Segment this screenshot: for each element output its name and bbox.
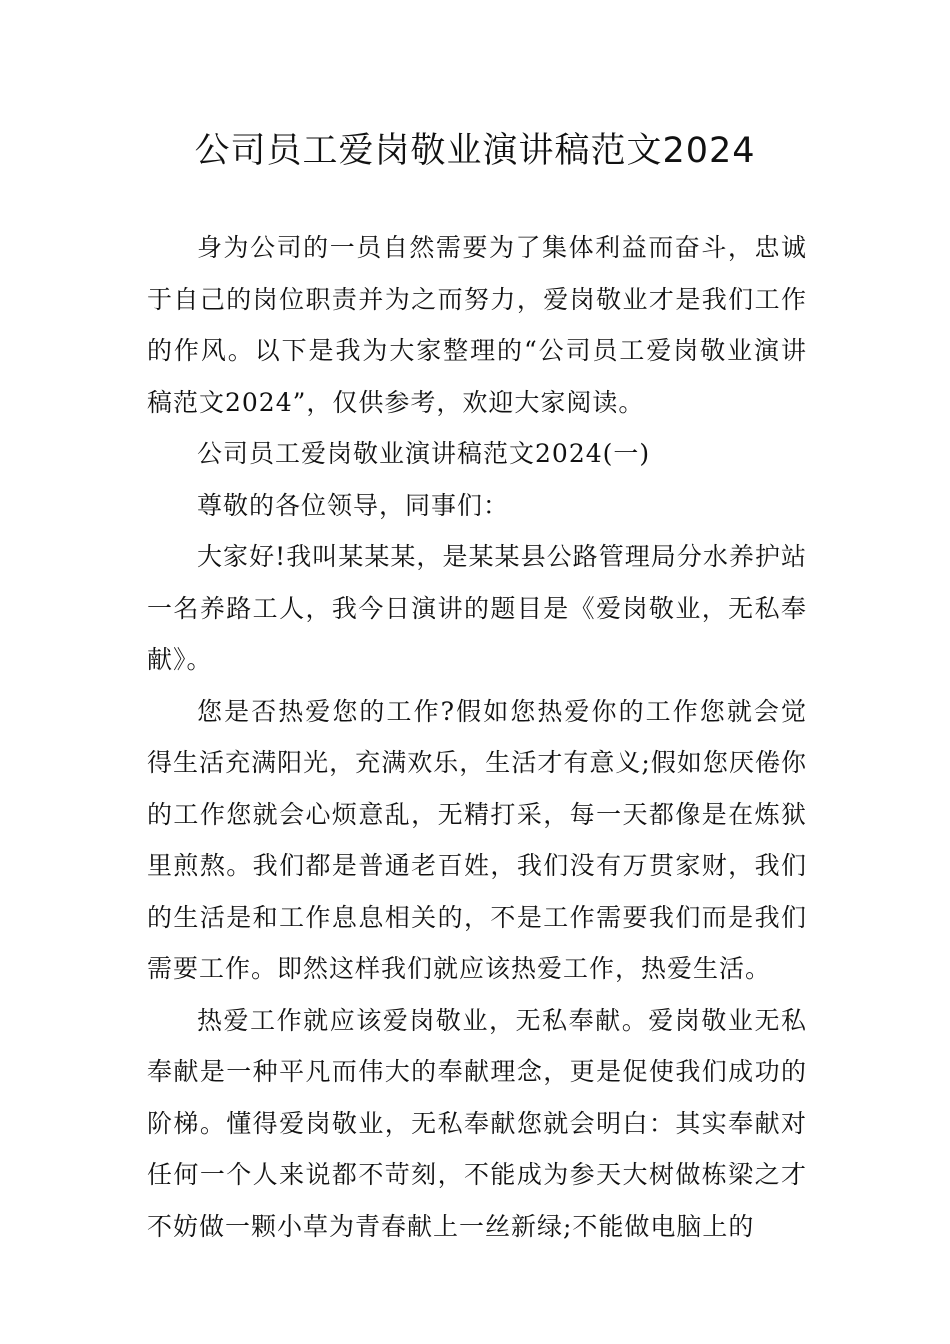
paragraph-intro: 身为公司的一员自然需要为了集体利益而奋斗，忠诚于自己的岗位职责并为之而努力，爱岗敬业才是我们工作的作风。以下是我为大家整理的“公司员工爱岗敬业演讲稿范文2024”，仅供参考，欢迎大家阅读。 (147, 233, 807, 417)
paragraph-love-work: 您是否热爱您的工作?假如您热爱你的工作您就会觉得生活充满阳光，充满欢乐，生活才有意义;假如您厌倦你的工作您就会心烦意乱，无精打采，每一天都像是在炼狱里煎熬。我们都是普通老百姓，我们没有万贯家财，我们的生活是和工作息息相关的，不是工作需要我们而是我们需要工作。即然这样我们就应该热爱工作，热爱生活。 (147, 696, 807, 983)
paragraph-section-heading: 公司员工爱岗敬业演讲稿范文2024(一) (197, 439, 651, 468)
paragraph-salutation: 尊敬的各位领导，同事们： (197, 490, 510, 520)
document-body (147, 222, 807, 1252)
paragraph-dedication: 热爱工作就应该爱岗敬业，无私奉献。爱岗敬业无私奉献是一种平凡而伟大的奉献理念，更是促使我们成功的阶梯。懂得爱岗敬业，无私奉献您就会明白：其实奉献对任何一个人来说都不苛刻，不能成为参天大树做栋梁之才不妨做一颗小草为青春献上一丝新绿;不能做电脑上的 (147, 1005, 807, 1241)
document-title: 公司员工爱岗敬业演讲稿范文2024 (194, 131, 756, 171)
paragraph-greeting: 大家好!我叫某某某，是某某县公路管理局分水养护站一名养路工人，我今日演讲的题目是《爱岗敬业，无私奉献》。 (147, 542, 807, 674)
